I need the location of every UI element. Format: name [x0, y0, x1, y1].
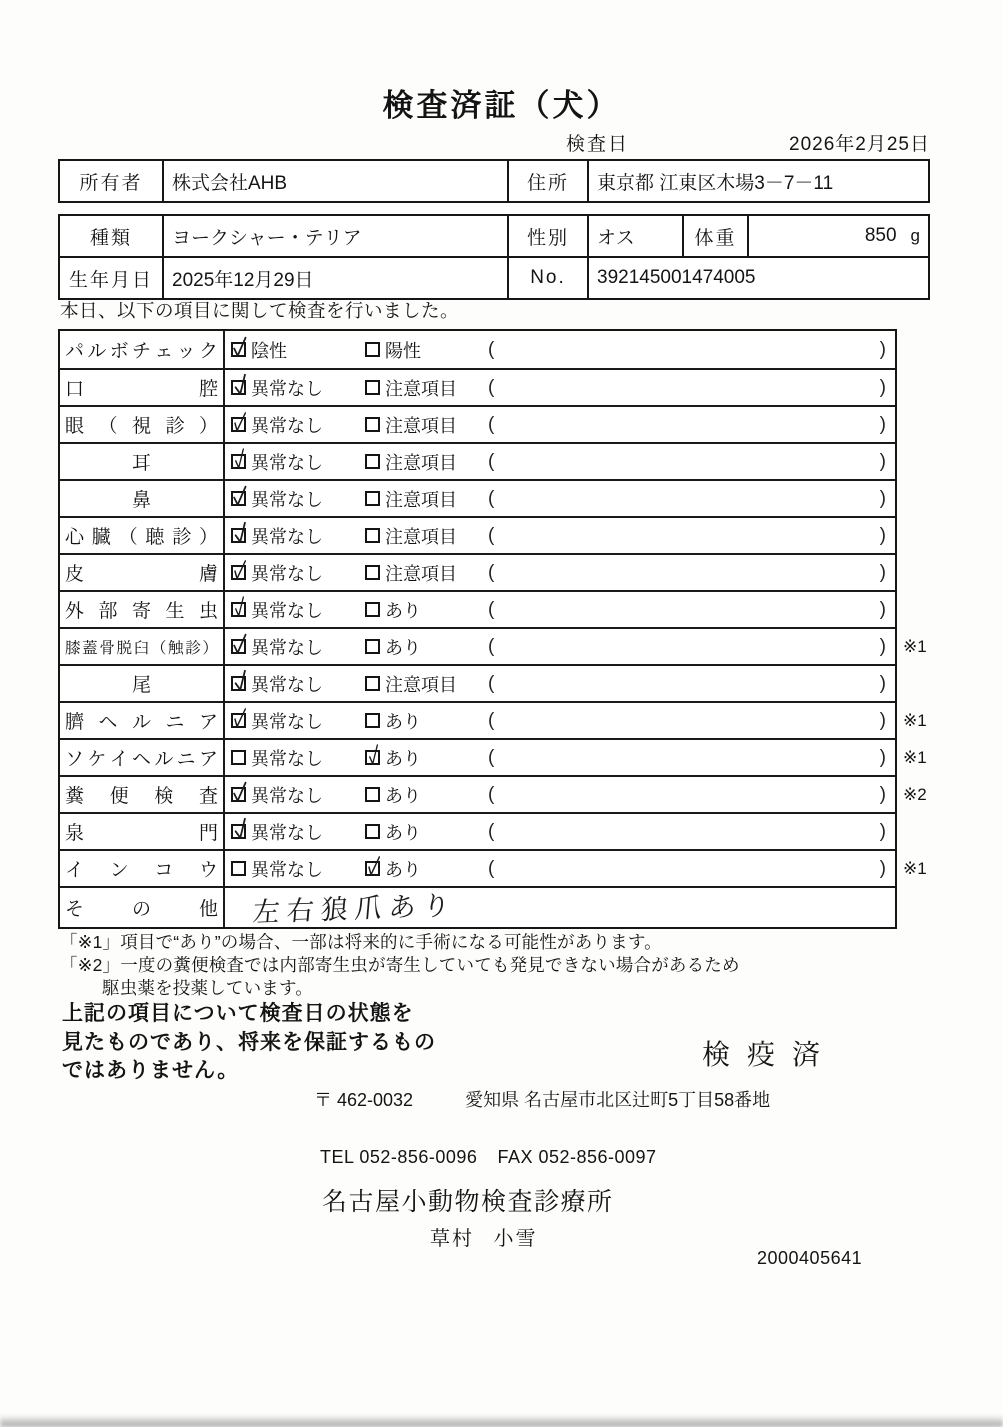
checklist-row-label — [60, 592, 225, 627]
option-label: 異常なし — [251, 489, 323, 510]
option-label: 異常なし — [251, 785, 323, 806]
clinic-address: 愛知県 名古屋市北区辻町5丁目58番地 — [465, 1090, 771, 1110]
vet-name: 草村 小雪 — [430, 1228, 538, 1250]
checklist-row-label — [60, 740, 225, 775]
footnote-2-line1: 「※2」一度の糞便検査では内部寄生虫が寄生していても発見できない場合があるため — [60, 955, 740, 975]
option-positive — [365, 331, 421, 368]
checklist-row-label — [60, 703, 225, 738]
label-char: 眼 — [65, 416, 85, 437]
option-label: 異常なし — [251, 674, 323, 695]
checklist-row-content — [225, 407, 895, 442]
clinic-tel: TEL 052-856-0096 — [320, 1147, 478, 1167]
label-char: そ — [65, 899, 85, 920]
note-paren-open: ( — [488, 450, 495, 472]
label-char: ボ — [109, 341, 129, 362]
label-char: パ — [65, 341, 85, 362]
option-negative — [231, 851, 323, 886]
checklist-row-label — [60, 555, 225, 590]
checklist-row — [60, 553, 895, 590]
ref-mark: ※1 — [903, 636, 927, 656]
clinic-fax: FAX 052-856-0097 — [497, 1147, 657, 1167]
handwritten-check-icon — [230, 481, 250, 510]
checkbox-icon — [365, 861, 380, 876]
clinic-tel-line — [320, 1147, 657, 1168]
checklist-row — [60, 775, 927, 812]
checkbox-icon — [231, 787, 246, 802]
note-paren-open: ( — [488, 376, 495, 398]
label-char: 耳 — [131, 453, 151, 474]
owner-table — [58, 159, 930, 203]
option-positive — [365, 481, 457, 516]
option-label: 注意項目 — [385, 489, 457, 510]
checklist-row-content — [225, 555, 895, 590]
clinic-postal: 〒 462-0032 — [314, 1090, 414, 1110]
checklist-row-label — [60, 518, 225, 553]
option-negative — [231, 407, 323, 442]
checkbox-icon — [365, 824, 380, 839]
note-paren-open: ( — [488, 709, 495, 731]
handwritten-check-icon — [364, 851, 383, 880]
other-row-handwritten-value: 左右狼爪あり — [251, 890, 459, 928]
label-char: 聴 — [145, 527, 165, 548]
option-label: 異常なし — [251, 563, 323, 584]
label-char: ヘ — [131, 749, 151, 770]
checklist-row-content — [225, 740, 895, 775]
label-char: 膝 — [65, 639, 81, 657]
note-paren-close: ) — [879, 524, 886, 546]
weight-unit: g — [910, 226, 920, 245]
label-char: ル — [154, 749, 174, 770]
checklist-row — [60, 479, 895, 516]
weight-value — [747, 216, 932, 256]
note-paren-open: ( — [488, 598, 495, 620]
option-label: 注意項目 — [385, 452, 457, 473]
label-char: 腔 — [198, 379, 218, 400]
note-paren-open: ( — [488, 413, 495, 435]
label-char: ル — [131, 712, 151, 733]
label-char: 診 — [185, 639, 201, 657]
checklist-row — [60, 368, 895, 405]
handwritten-check-icon — [231, 518, 250, 546]
checklist-row-label — [60, 444, 225, 479]
checkbox-icon — [365, 676, 380, 691]
handwritten-check-icon — [231, 666, 250, 694]
label-char: 骨 — [99, 639, 115, 657]
note-paren-close: ) — [879, 338, 886, 360]
option-positive — [365, 740, 421, 775]
note-paren-close: ) — [879, 746, 886, 768]
option-label: あり — [385, 637, 421, 658]
quarantine-stamp: 検疫済 — [702, 1039, 838, 1070]
label-char: 尾 — [131, 675, 151, 696]
note-paren-close: ) — [879, 450, 886, 472]
option-negative — [231, 740, 323, 775]
note-paren-close: ) — [879, 635, 886, 657]
owner-label: 所有者 — [79, 172, 143, 194]
label-char: 門 — [198, 823, 218, 844]
note-paren-close: ) — [879, 487, 886, 509]
checklist-row-label — [60, 370, 225, 405]
serial-number: 2000405641 — [757, 1248, 863, 1268]
note-paren-open: ( — [488, 783, 495, 805]
checklist-row-content — [225, 666, 895, 701]
address-label: 住所 — [507, 161, 587, 201]
label-char: ） — [198, 527, 218, 548]
no-label: No. — [507, 258, 587, 298]
label-char: 臓 — [91, 527, 111, 548]
option-label: 異常なし — [251, 526, 323, 547]
option-label: 異常なし — [251, 452, 323, 473]
option-negative — [231, 370, 323, 405]
option-label: 注意項目 — [385, 674, 457, 695]
sex-label: 性別 — [507, 216, 587, 256]
option-label: 異常なし — [251, 822, 323, 843]
note-paren-open: ( — [488, 635, 495, 657]
checklist-row — [60, 812, 895, 849]
checkbox-icon — [231, 454, 246, 469]
label-char: 皮 — [65, 564, 85, 585]
exam-date-value: 2026年2月25日 — [789, 134, 930, 155]
handwritten-check-icon — [230, 703, 249, 732]
checkbox-icon — [365, 639, 380, 654]
checkbox-icon — [231, 380, 246, 395]
handwritten-check-icon — [231, 370, 250, 398]
note-paren-close: ) — [879, 783, 886, 805]
label-char: コ — [154, 860, 174, 881]
option-negative — [231, 814, 323, 849]
label-char: 査 — [198, 786, 218, 807]
checkbox-icon — [231, 676, 246, 691]
checkbox-icon — [231, 861, 246, 876]
label-char: 触 — [168, 639, 184, 657]
label-char: ア — [198, 749, 218, 770]
note-paren-close: ) — [879, 709, 886, 731]
option-label: 陰性 — [251, 340, 287, 361]
checkbox-icon — [231, 750, 246, 765]
label-char: 泉 — [65, 823, 85, 844]
checkbox-icon — [365, 342, 380, 357]
ref-mark: ※1 — [903, 858, 927, 878]
footnote-1: 「※1」項目で“あり”の場合、一部は将来的に手術になる可能性があります。 — [60, 932, 662, 952]
checkbox-icon — [365, 454, 380, 469]
checklist-row — [60, 590, 895, 627]
disclaimer-text — [62, 1000, 436, 1086]
checklist-row-content — [225, 481, 895, 516]
page-title: 検査済証（犬） — [382, 88, 621, 123]
checkbox-icon — [231, 528, 246, 543]
label-char: ） — [202, 639, 218, 657]
label-char: 診 — [172, 527, 192, 548]
label-char: ク — [198, 341, 218, 362]
checkbox-icon — [231, 639, 246, 654]
option-label: 異常なし — [251, 600, 323, 621]
exam-date-label: 検査日 — [566, 134, 630, 155]
checklist-row-label — [60, 814, 225, 849]
label-char: 臍 — [65, 712, 85, 733]
checkbox-icon — [365, 528, 380, 543]
option-negative — [231, 777, 323, 812]
checklist-row — [60, 405, 895, 442]
label-char: 糞 — [65, 786, 85, 807]
option-negative — [231, 629, 323, 664]
note-paren-open: ( — [488, 338, 495, 360]
handwritten-check-icon — [230, 407, 249, 436]
intro-text: 本日、以下の項目に関して検査を行いました。 — [60, 300, 460, 321]
label-char: ェ — [154, 341, 174, 362]
option-positive — [365, 777, 421, 812]
checklist-row-label — [60, 851, 225, 886]
animal-table — [58, 214, 930, 300]
disclaimer-line2: 見たものであり、将来を保証するもの — [62, 1030, 436, 1054]
checklist-row-label — [60, 666, 225, 701]
note-paren-close: ) — [879, 376, 886, 398]
weight-label: 体重 — [682, 216, 747, 256]
weight-number: 850 — [864, 225, 897, 246]
option-negative — [231, 444, 323, 479]
option-label: 異常なし — [251, 637, 323, 658]
breed-value: ヨークシャー・テリア — [162, 216, 507, 256]
label-char: 心 — [65, 527, 85, 548]
footnote-2 — [60, 954, 740, 1000]
checkbox-icon — [231, 417, 246, 432]
checklist-table — [58, 329, 927, 929]
label-char: ソ — [65, 749, 85, 770]
ref-mark: ※1 — [903, 710, 927, 730]
label-char: ッ — [176, 341, 196, 362]
label-char: 外 — [65, 601, 85, 622]
option-label: 異常なし — [251, 415, 323, 436]
checkbox-icon — [231, 342, 246, 357]
checklist-row-content — [225, 629, 895, 664]
option-label: 異常なし — [251, 711, 323, 732]
label-char: ニ — [165, 712, 185, 733]
label-char: 虫 — [198, 601, 218, 622]
note-paren-open: ( — [488, 524, 495, 546]
label-char: イ — [65, 860, 85, 881]
checklist-row-content — [225, 370, 895, 405]
note-paren-open: ( — [488, 820, 495, 842]
checkbox-icon — [231, 713, 246, 728]
note-paren-open: ( — [488, 857, 495, 879]
option-negative — [231, 331, 287, 368]
handwritten-check-icon — [230, 332, 250, 361]
option-positive — [365, 629, 421, 664]
option-positive — [365, 666, 457, 701]
checklist-row-content — [225, 444, 895, 479]
option-label: あり — [385, 785, 421, 806]
owner-value: 株式会社AHB — [162, 161, 507, 201]
label-char: 部 — [98, 601, 118, 622]
checklist-row — [60, 516, 895, 553]
option-positive — [365, 555, 457, 590]
disclaimer-line1: 上記の項目について検査日の状態を — [62, 1002, 414, 1025]
handwritten-check-icon — [233, 445, 246, 472]
note-paren-open: ( — [488, 561, 495, 583]
option-label: 注意項目 — [385, 415, 457, 436]
handwritten-check-icon — [230, 555, 249, 584]
clinic-name: 名古屋小動物検査診療所 — [322, 1188, 614, 1216]
option-positive — [365, 407, 457, 442]
option-label: 注意項目 — [385, 378, 457, 399]
note-paren-close: ) — [879, 857, 886, 879]
scan-edge-artifact — [0, 1415, 1003, 1427]
label-char: 診 — [165, 416, 185, 437]
footnote-2-line2: 駆虫薬を投薬しています。 — [102, 978, 313, 998]
checkbox-icon — [365, 713, 380, 728]
checklist-row-content — [225, 331, 895, 368]
checklist-row-label — [60, 407, 225, 442]
label-char: 鼻 — [131, 490, 151, 511]
label-char: 生 — [165, 601, 185, 622]
exam-date-row — [0, 129, 1003, 155]
checklist-row-label — [60, 777, 225, 812]
checkbox-icon — [365, 491, 380, 506]
label-char: （ — [98, 416, 118, 437]
checklist-row — [60, 331, 895, 368]
birth-date-label: 生年月日 — [68, 269, 153, 291]
birth-date-value: 2025年12月29日 — [162, 258, 507, 298]
option-positive — [365, 592, 421, 627]
checklist-row-content — [225, 777, 895, 812]
option-positive — [365, 851, 421, 886]
checklist-row — [60, 442, 895, 479]
option-label: 注意項目 — [385, 526, 457, 547]
label-char: の — [131, 899, 151, 920]
disclaimer-line3: ではありません。 — [62, 1059, 240, 1082]
label-char: ン — [109, 860, 129, 881]
checklist-row — [60, 664, 895, 701]
option-negative — [231, 481, 323, 516]
label-char: 寄 — [131, 601, 151, 622]
clinic-postal-line — [314, 1086, 770, 1112]
note-paren-open: ( — [488, 487, 495, 509]
option-label: 陽性 — [385, 340, 421, 361]
sex-value: オス — [587, 216, 682, 256]
breed-label: 種類 — [89, 227, 132, 249]
checkbox-icon — [365, 750, 380, 765]
checklist-row-content — [225, 851, 895, 886]
checkbox-icon — [231, 602, 246, 617]
option-label: 異常なし — [251, 859, 323, 880]
checklist-row — [60, 701, 927, 738]
option-label: あり — [385, 600, 421, 621]
checkbox-icon — [231, 491, 246, 506]
label-char: ル — [87, 341, 107, 362]
checkbox-icon — [365, 380, 380, 395]
option-positive — [365, 518, 457, 553]
handwritten-check-icon — [231, 814, 250, 842]
option-negative — [231, 592, 323, 627]
handwritten-check-icon — [367, 741, 380, 768]
checkbox-icon — [365, 602, 380, 617]
no-value: 392145001474005 — [587, 258, 932, 298]
label-char: （ — [118, 527, 138, 548]
ref-mark: ※2 — [903, 784, 927, 804]
note-paren-open: ( — [488, 746, 495, 768]
note-paren-close: ) — [879, 672, 886, 694]
checklist-row-content — [225, 518, 895, 553]
checkbox-icon — [231, 565, 246, 580]
option-negative — [231, 666, 323, 701]
checklist-row-label — [60, 481, 225, 516]
label-char: 臼 — [133, 639, 150, 657]
option-negative — [231, 555, 323, 590]
label-char: ケ — [87, 749, 107, 770]
label-char: 他 — [198, 899, 218, 920]
checklist-row — [60, 849, 927, 886]
note-paren-close: ) — [879, 561, 886, 583]
option-positive — [365, 703, 421, 738]
label-char: 便 — [109, 786, 129, 807]
checkbox-icon — [365, 565, 380, 580]
checklist-row-label — [60, 331, 225, 368]
label-char: 膚 — [198, 564, 218, 585]
label-char: （ — [150, 639, 167, 657]
label-char: イ — [109, 749, 129, 770]
option-label: あり — [385, 822, 421, 843]
note-paren-close: ) — [879, 413, 886, 435]
option-label: 注意項目 — [385, 563, 457, 584]
checklist-row — [60, 738, 927, 775]
option-label: 異常なし — [251, 748, 323, 769]
option-positive — [365, 444, 457, 479]
label-char: ヘ — [98, 712, 118, 733]
checklist-row-label — [60, 629, 225, 664]
option-negative — [231, 703, 323, 738]
ref-mark: ※1 — [903, 747, 927, 767]
handwritten-check-icon — [233, 593, 246, 620]
address-value: 東京都 江東区木場3－7－11 — [587, 161, 932, 201]
checkbox-icon — [231, 824, 246, 839]
other-row-label — [60, 888, 225, 927]
other-row-content — [225, 888, 895, 927]
other-row — [60, 886, 895, 927]
option-label: 異常なし — [251, 378, 323, 399]
label-char: 視 — [131, 416, 151, 437]
checklist-row-content — [225, 592, 895, 627]
checklist-row-content — [225, 703, 895, 738]
note-paren-open: ( — [488, 672, 495, 694]
note-paren-close: ) — [879, 820, 886, 842]
option-positive — [365, 814, 421, 849]
option-label: あり — [385, 748, 421, 769]
label-char: ） — [198, 416, 218, 437]
label-char: ウ — [198, 860, 218, 881]
checkbox-icon — [365, 787, 380, 802]
handwritten-check-icon — [230, 777, 250, 806]
checkbox-icon — [365, 417, 380, 432]
label-char: ア — [198, 712, 218, 733]
label-char: 検 — [154, 786, 174, 807]
checklist-row-content — [225, 814, 895, 849]
label-char: ニ — [176, 749, 196, 770]
option-label: あり — [385, 711, 421, 732]
handwritten-check-icon — [230, 629, 250, 658]
label-char: チ — [131, 341, 151, 362]
label-char: 脱 — [116, 639, 133, 657]
note-paren-close: ) — [879, 598, 886, 620]
checklist-row — [60, 627, 927, 664]
option-label: あり — [385, 859, 421, 880]
option-positive — [365, 370, 457, 405]
option-negative — [231, 518, 323, 553]
label-char: 蓋 — [82, 639, 98, 657]
label-char: 口 — [65, 379, 85, 400]
